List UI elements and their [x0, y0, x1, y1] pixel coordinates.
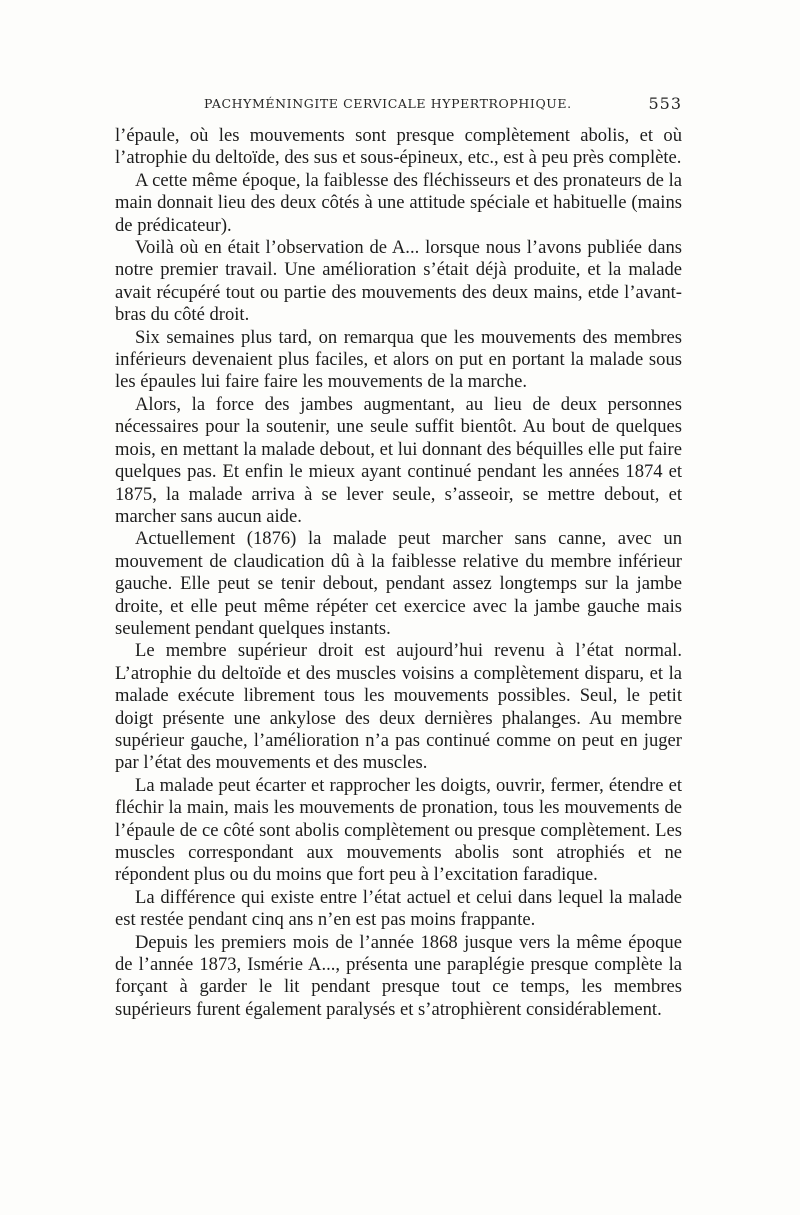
- paragraph: Alors, la force des jambes augmentant, au lieu de deux personnes nécessaires pour la soutenir, une seule suffit bientôt. Au bout de quelques mois, en mettant la malade debout, et lui donnant des béquilles elle put faire quelques pas. Et enfin le mieux ayant continué pendant les années 1874 et 1875, la malade arriva à se lever seule, s’asseoir, se mettre debout, et marcher sans aucun aide.: [115, 393, 682, 527]
- page-number: 553: [648, 94, 682, 113]
- paragraph: Six semaines plus tard, on remarqua que les mouvements des membres inférieurs devenaient plus faciles, et alors on put en portant la malade sous les épaules lui faire faire les mouvements de la marche.: [115, 326, 682, 393]
- paragraph: A cette même époque, la faiblesse des fléchisseurs et des pronateurs de la main donnait lieu des deux côtés à une attitude spéciale et habituelle (mains de prédicateur).: [115, 169, 682, 236]
- paragraph: La différence qui existe entre l’état actuel et celui dans lequel la malade est restée pendant cinq ans n’en est pas moins frappante.: [115, 886, 682, 931]
- paragraph: Le membre supérieur droit est aujourd’hui revenu à l’état normal. L’atrophie du deltoïde et des muscles voisins a complètement disparu, et la malade exécute librement tous les mouvements possibles. Seul, le petit doigt présente une ankylose des deux dernières phalanges. Au membre supérieur gauche, l’amélioration n’a pas continué comme on peut en juger par l’état des mouvements et des muscles.: [115, 640, 682, 774]
- paragraph: Depuis les premiers mois de l’année 1868 jusque vers la même époque de l’année 1873, Ismérie A..., présenta une paraplégie presque complète la forçant à garder le lit pendant presque tout ce temps, les membres supérieurs furent également paralysés et s’atrophièrent considérablement.: [115, 931, 682, 1020]
- running-title: PACHYMÉNINGITE CERVICALE HYPERTROPHIQUE.: [204, 96, 572, 111]
- running-head: [115, 94, 682, 116]
- paragraph-continued: l’épaule, où les mouvements sont presque complètement abolis, et où l’atrophie du deltoïde, des sus et sous-épineux, etc., est à peu près complète.: [115, 125, 682, 169]
- paragraph: La malade peut écarter et rapprocher les doigts, ouvrir, fermer, étendre et fléchir la main, mais les mouvements de pronation, tous les mouvements de l’épaule de ce côté sont abolis complètement ou presque complètement. Les muscles correspondant aux mouvements abolis sont atrophiés et ne répondent plus ou du moins que fort peu à l’excitation faradique.: [115, 774, 682, 886]
- body-text: [115, 125, 682, 1021]
- paragraph: Actuellement (1876) la malade peut marcher sans canne, avec un mouvement de claudication dû à la faiblesse relative du membre inférieur gauche. Elle peut se tenir debout, pendant assez longtemps sur la jambe droite, et elle peut même répéter cet exercice avec la jambe gauche mais seulement pendant quelques instants.: [115, 528, 682, 639]
- paragraph: Voilà où en était l’observation de A... lorsque nous l’avons publiée dans notre premier travail. Une amélioration s’était déjà produite, et la malade avait récupéré tout ou partie des mouvements des deux mains, etde l’avant-bras du côté droit.: [115, 237, 682, 326]
